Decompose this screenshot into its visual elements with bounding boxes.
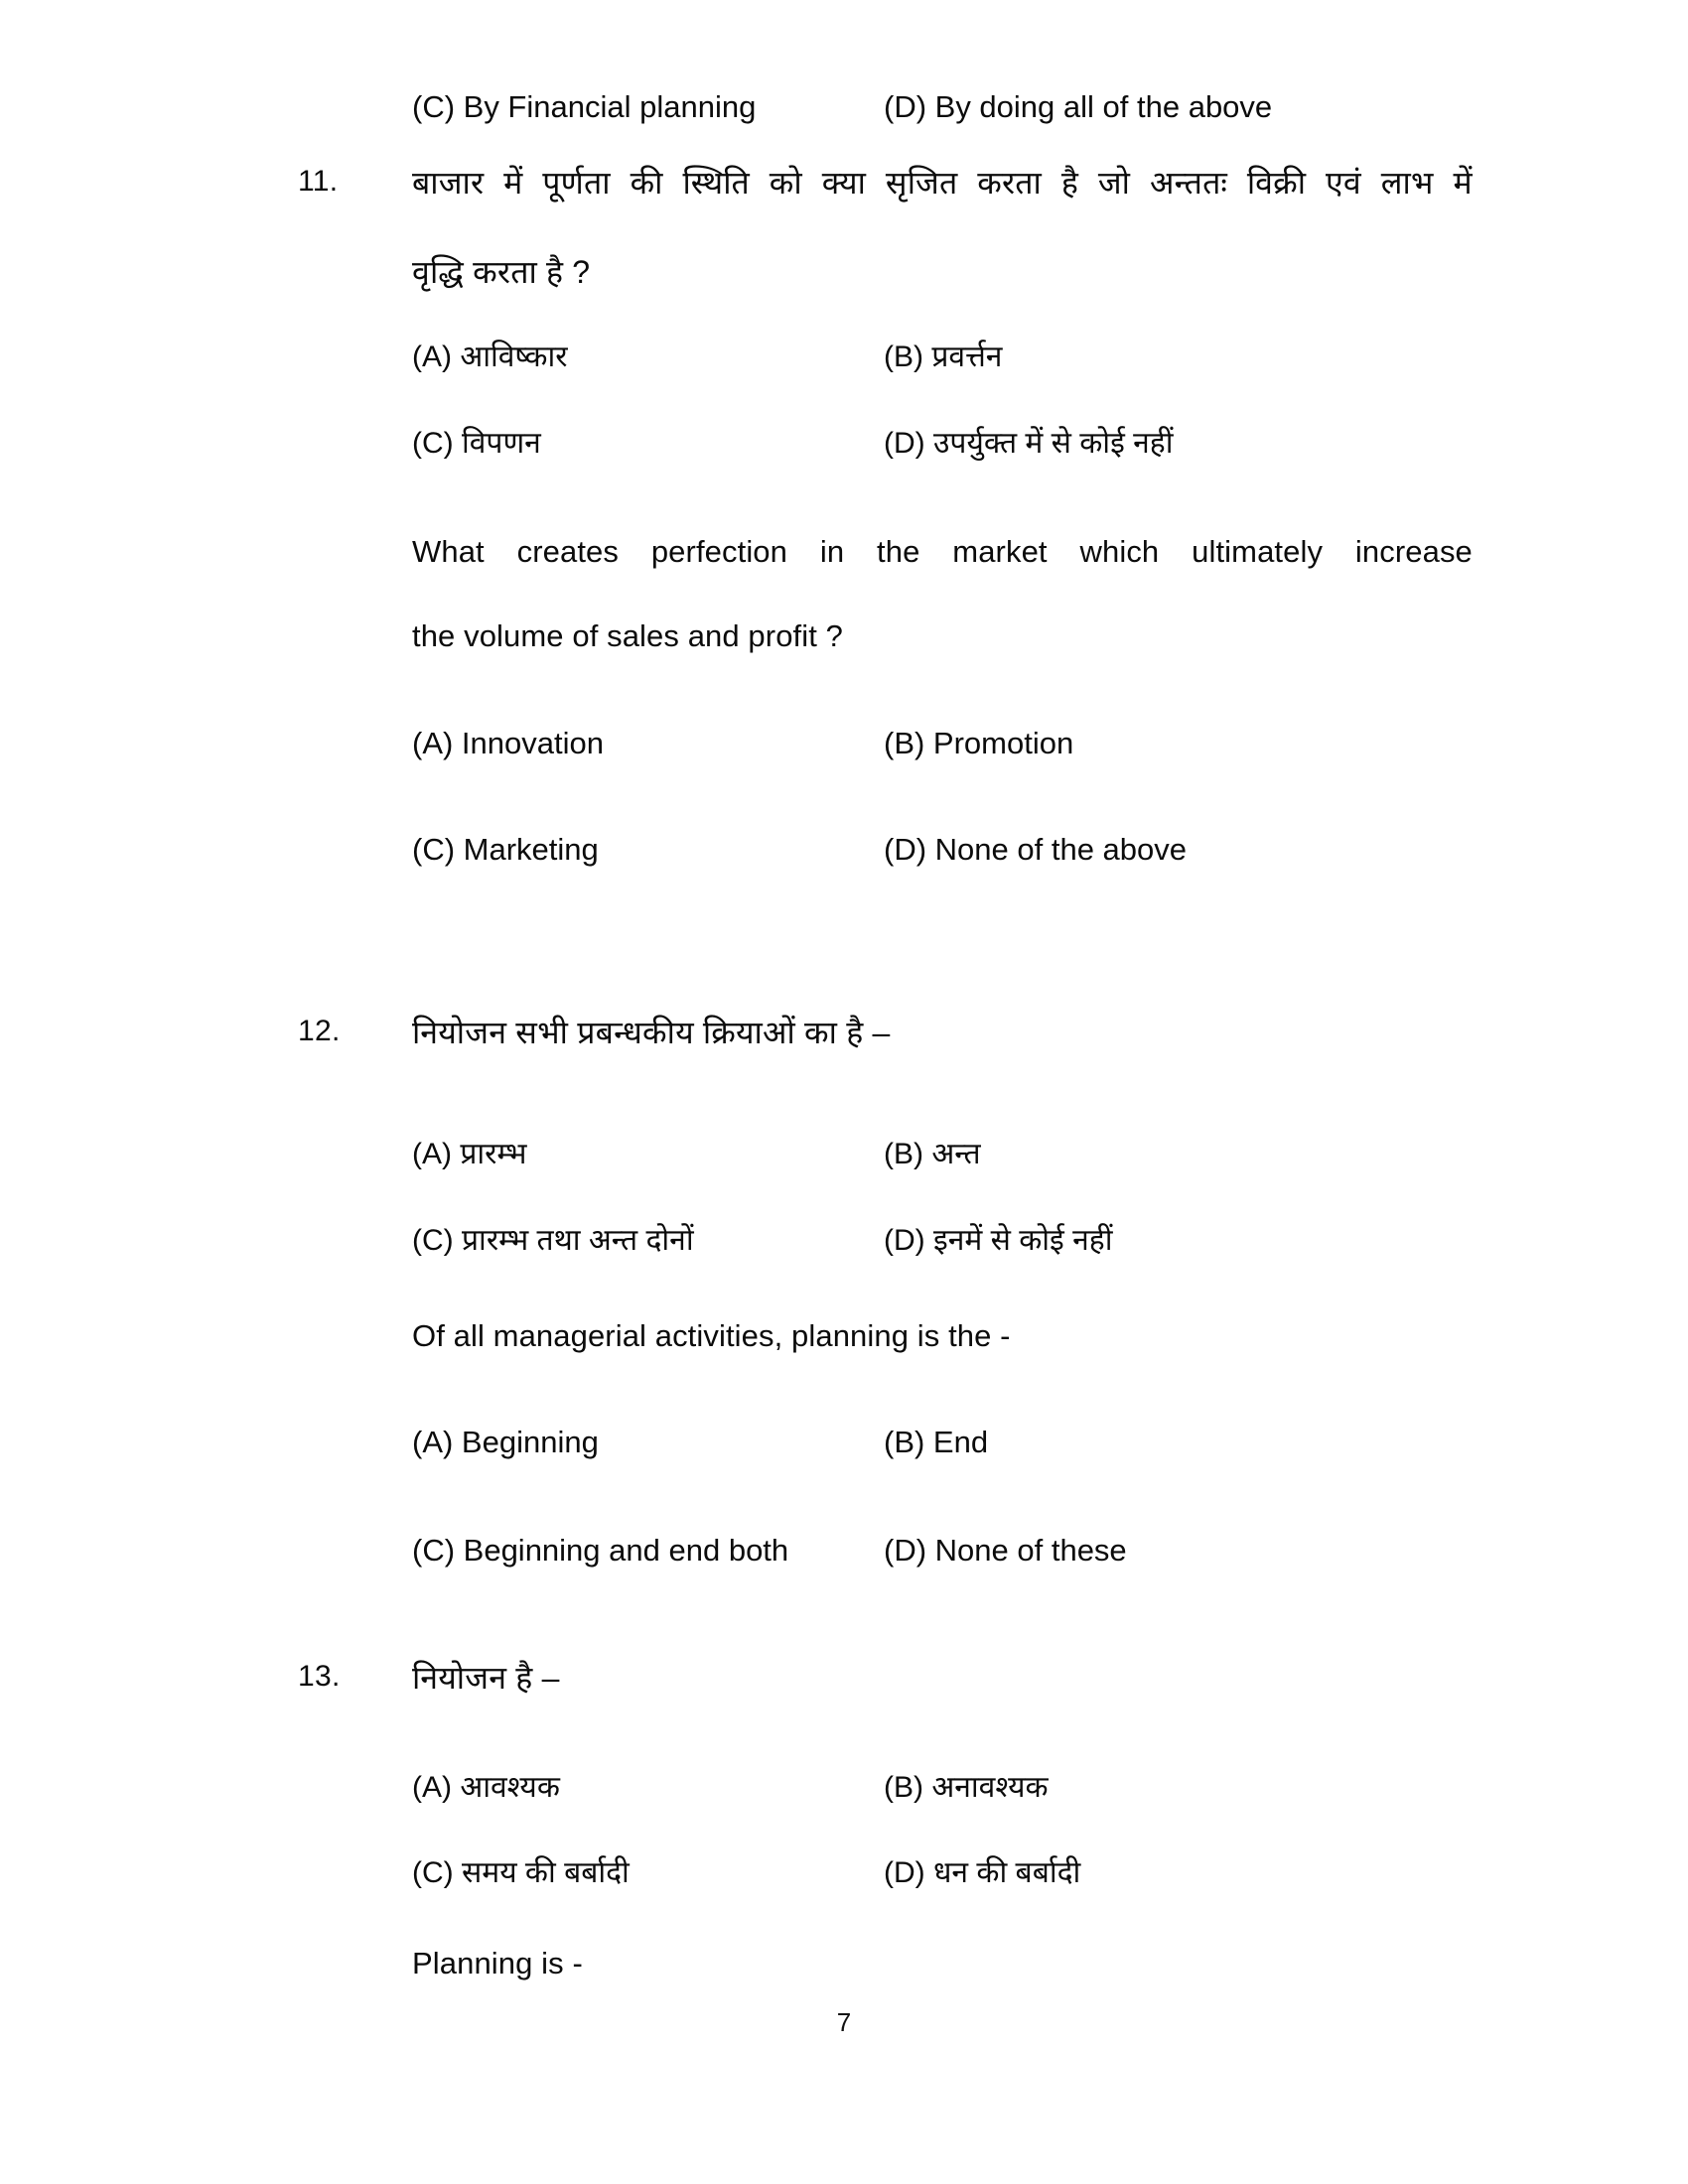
option-b: (B) अनावश्यक	[884, 1771, 1049, 1804]
question-number-13: 13.	[298, 1660, 341, 1693]
question-12-english-stem: Of all managerial activities, planning is the -	[412, 1318, 1011, 1353]
question-11-english-stem-line-2-row	[0, 620, 1688, 651]
option-row	[412, 429, 1475, 459]
page-number: 7	[836, 2007, 852, 2037]
option-row	[412, 342, 1475, 372]
option-d: (D) By doing all of the above	[884, 89, 1273, 124]
question-11-english-options-cd	[0, 834, 1688, 865]
question-12-english-options-ab	[0, 1427, 1688, 1457]
question-12-hindi-stem: नियोजन सभी प्रबन्धकीय क्रियाओं का है –	[412, 1015, 891, 1050]
question-11-english-stem-line-1	[412, 536, 1473, 567]
option-row	[412, 1773, 1475, 1803]
question-11-hindi-stem-line-2: वृद्धि करता है ?	[412, 254, 591, 290]
option-d: (D) उपर्युक्त में से कोई नहीं	[884, 427, 1174, 460]
stem-word: perfection	[650, 534, 787, 569]
question-12	[0, 1017, 1688, 1048]
question-13-english-stem: Planning is -	[412, 1946, 583, 1980]
option-row	[412, 1858, 1475, 1888]
question-12-english-stem-row	[0, 1320, 1688, 1351]
stem-word: सृजित	[885, 165, 958, 201]
question-number-12: 12.	[298, 1015, 341, 1047]
stem-word: में	[503, 165, 523, 201]
stem-word: लाभ	[1380, 165, 1434, 201]
option-a: (A) आविष्कार	[412, 341, 568, 373]
stem-word: What	[412, 534, 485, 569]
question-11-english-options-ab	[0, 728, 1688, 758]
question-12-hindi-options-cd	[0, 1226, 1688, 1256]
question-11-english-stem-line-2: the volume of sales and profit ?	[412, 618, 844, 653]
option-d: (D) None of the above	[884, 832, 1188, 867]
option-d: (D) इनमें से कोई नहीं	[884, 1224, 1113, 1257]
option-c: (C) प्रारम्भ तथा अन्त दोनों	[412, 1224, 694, 1257]
option-row	[412, 728, 1475, 758]
question-11	[0, 167, 1688, 199]
stem-word: करता	[977, 165, 1043, 201]
option-a: (A) आवश्यक	[412, 1771, 560, 1804]
stem-word: बाजार	[412, 165, 485, 201]
stem-word: creates	[516, 534, 619, 569]
stem-word: the	[877, 534, 920, 569]
stem-word: increase	[1354, 534, 1473, 569]
option-b: (B) Promotion	[884, 726, 1074, 760]
stem-word: क्या	[821, 165, 867, 201]
option-row	[412, 1140, 1475, 1169]
stem-word: है	[1060, 165, 1079, 201]
option-d: (D) None of these	[884, 1533, 1127, 1568]
question-12-hindi-options-ab	[0, 1140, 1688, 1169]
stem-word: ultimately	[1192, 534, 1324, 569]
option-c: (C) विपणन	[412, 427, 541, 460]
option-row	[412, 834, 1475, 865]
stem-word: में	[1453, 165, 1473, 201]
question-13-hindi-stem: नियोजन है –	[412, 1660, 560, 1696]
option-c: (C) Marketing	[412, 832, 599, 867]
option-a: (A) प्रारम्भ	[412, 1138, 527, 1170]
option-c: (C) समय की बर्बादी	[412, 1856, 630, 1889]
question-number-11: 11.	[298, 165, 339, 198]
stem-word: विक्री	[1246, 165, 1307, 201]
option-row	[412, 1226, 1475, 1256]
stem-word: in	[819, 534, 845, 569]
stem-word: market	[952, 534, 1048, 569]
option-a: (A) Beginning	[412, 1425, 599, 1459]
question-11-hindi-options-ab	[0, 342, 1688, 372]
option-b: (B) प्रवर्त्तन	[884, 341, 1003, 373]
option-b: (B) End	[884, 1425, 989, 1459]
question-13	[0, 1662, 1688, 1694]
stem-word: जो	[1097, 165, 1131, 201]
question-11-hindi-stem-line-2-row	[0, 256, 1688, 288]
question-13-hindi-options-ab	[0, 1773, 1688, 1803]
stem-word: की	[630, 165, 663, 201]
option-row	[412, 1427, 1475, 1457]
option-b: (B) अन्त	[884, 1138, 981, 1170]
option-c: (C) By Financial planning	[412, 89, 757, 124]
option-row	[412, 91, 1475, 122]
stem-word: को	[769, 165, 802, 201]
question-11-hindi-stem-line-1	[412, 167, 1473, 199]
option-a: (A) Innovation	[412, 726, 604, 760]
stem-word: पूर्णता	[542, 165, 611, 201]
option-c: (C) Beginning and end both	[412, 1533, 789, 1568]
question-11-english-stem-line-1-row	[0, 536, 1688, 567]
question-11-hindi-options-cd	[0, 429, 1688, 459]
question-13-english-stem-row	[0, 1948, 1688, 1979]
stem-word: अन्ततः	[1149, 165, 1228, 201]
question-12-english-options-cd	[0, 1535, 1688, 1566]
question-13-hindi-options-cd	[0, 1858, 1688, 1888]
option-row	[412, 1535, 1475, 1566]
carryover-options-row	[0, 91, 1688, 122]
stem-word: which	[1079, 534, 1160, 569]
stem-word: स्थिति	[682, 165, 750, 201]
option-d: (D) धन की बर्बादी	[884, 1856, 1081, 1889]
stem-word: एवं	[1326, 165, 1361, 201]
